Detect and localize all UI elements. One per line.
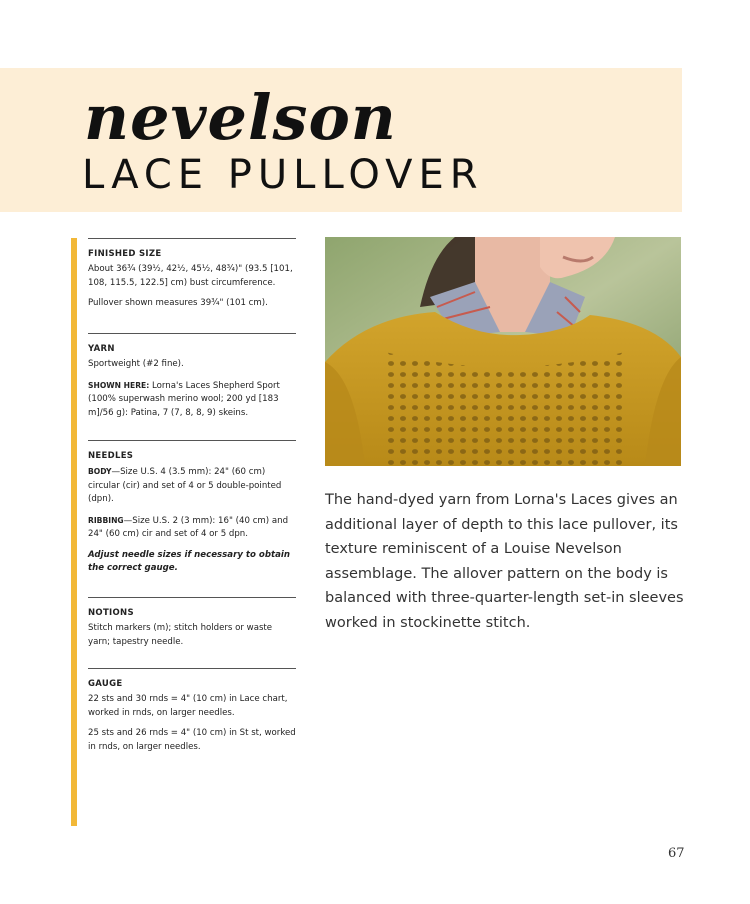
notions-heading: NOTIONS (88, 608, 134, 618)
notions-section (88, 597, 296, 668)
pattern-title-script: nevelson (84, 81, 397, 154)
needles-ribbing-text: —Size U.S. 2 (3 mm): 16" (40 cm) and 24" (60 cm) cir and set of 4 or 5 dpn. (88, 515, 289, 539)
finished-size-heading: FINISHED SIZE (88, 249, 162, 259)
pattern-title-caps: LACE PULLOVER (82, 152, 484, 198)
yarn-text: Sportweight (#2 fine). (88, 359, 184, 369)
needles-body-text: —Size U.S. 4 (3.5 mm): 24" (60 cm) circular (cir) and set of 4 or 5 double-pointed (dpn). (88, 467, 282, 504)
gauge-text-stst: 25 sts and 26 rnds = 4" (10 cm) in St st, worked in rnds, on larger needles. (88, 728, 296, 752)
needles-body (88, 465, 296, 507)
pattern-description: The hand-dyed yarn from Lorna's Laces gives an additional layer of depth to this lace pullover, its texture reminiscent of a Louise Nevelson assemblage. The allover pattern on the body is balanced with three-quarter-length set-in sleeves worked in stockinette stitch. (325, 492, 684, 631)
needles-ribbing (88, 514, 296, 542)
sidebar-accent-bar (71, 238, 77, 826)
specs-sidebar (88, 238, 296, 761)
gauge-text-lace: 22 sts and 30 rnds = 4" (10 cm) in Lace chart, worked in rnds, on larger needles. (88, 694, 288, 718)
page-number: 67 (668, 846, 685, 861)
finished-size-text: About 36¾ (39½, 42½, 45½, 48¾)" (93.5 [101, 108, 115.5, 122.5] cm) bust circumference. (88, 264, 293, 288)
gauge-heading: GAUGE (88, 679, 123, 689)
needles-heading: NEEDLES (88, 451, 134, 461)
needles-body-lead: BODY (88, 467, 112, 476)
needles-ribbing-lead: RIBBING (88, 515, 124, 525)
yarn-heading: YARN (88, 344, 115, 354)
yarn-section (88, 333, 296, 440)
finished-size-section (88, 238, 296, 333)
yarn-shown-here (88, 379, 296, 421)
shown-here-text: Lorna's Laces Shepherd Sport (100% superwash merino wool; 200 yd [183 m]/56 g): Patina, 7 (7, 8, 8, 9) skeins. (88, 380, 280, 418)
sweater-photo (325, 237, 681, 466)
needles-section (88, 440, 296, 597)
notions-text: Stitch markers (m); stitch holders or waste yarn; tapestry needle. (88, 623, 273, 647)
needles-note: Adjust needle sizes if necessary to obtain the correct gauge. (88, 549, 290, 573)
finished-size-note: Pullover shown measures 39¾" (101 cm). (88, 298, 268, 308)
gauge-section (88, 668, 296, 754)
shown-here-lead: SHOWN HERE: (88, 380, 150, 390)
